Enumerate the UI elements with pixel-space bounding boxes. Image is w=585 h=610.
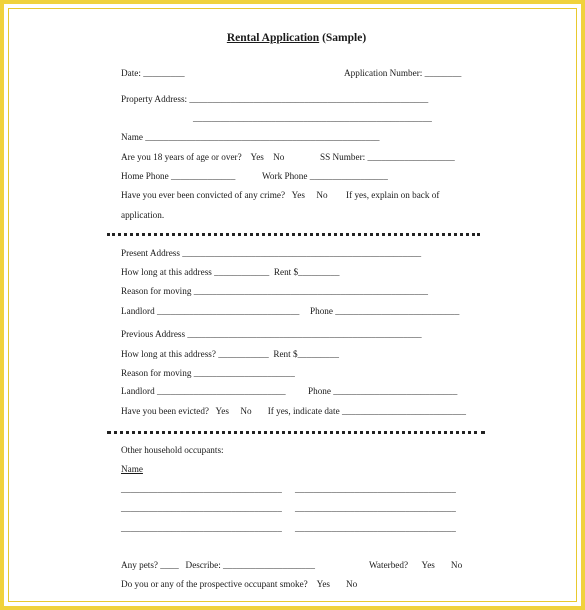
present-how-long-field[interactable]: How long at this address ____________ Rent $_________ bbox=[121, 267, 340, 277]
title-sub: (Sample) bbox=[319, 32, 367, 44]
previous-reason-field[interactable]: Reason for moving ______________________ bbox=[121, 368, 295, 378]
occupant-blank-right[interactable]: ___________________________________ bbox=[295, 484, 456, 494]
present-landlord-field[interactable]: Landlord _______________________________ bbox=[121, 306, 300, 316]
present-reason-field[interactable]: Reason for moving ___________________________________________________ bbox=[121, 286, 429, 296]
work-phone-field[interactable]: Work Phone _________________ bbox=[262, 171, 388, 181]
section-divider bbox=[107, 233, 480, 236]
occupants-name-label: Name bbox=[121, 464, 143, 474]
present-address-field[interactable]: Present Address ____________________________________________________ bbox=[121, 248, 422, 258]
home-phone-field[interactable]: Home Phone ______________ bbox=[121, 171, 236, 181]
age-question[interactable]: Are you 18 years of age or over? Yes No bbox=[121, 152, 285, 162]
present-phone-field[interactable]: Phone ___________________________ bbox=[310, 306, 460, 316]
evicted-question[interactable]: Have you been evicted? Yes No If yes, indicate date ___________________________ bbox=[121, 406, 466, 416]
ss-number-field[interactable]: SS Number: ___________________ bbox=[320, 152, 455, 162]
property-address-field[interactable]: Property Address: ____________________________________________________ bbox=[121, 94, 429, 104]
form-title bbox=[4, 32, 585, 44]
title-main: Rental Application bbox=[226, 32, 320, 44]
occupant-blank-right[interactable]: ___________________________________ bbox=[295, 503, 456, 513]
occupant-blank-left[interactable]: ___________________________________ bbox=[121, 484, 282, 494]
name-field[interactable]: Name ___________________________________________________ bbox=[121, 132, 380, 142]
application-number-field[interactable]: Application Number: ________ bbox=[344, 68, 462, 78]
property-address-line2[interactable]: ____________________________________________________ bbox=[193, 113, 432, 123]
occupants-heading: Other household occupants: bbox=[121, 445, 224, 455]
previous-address-field[interactable]: Previous Address ___________________________________________________ bbox=[121, 329, 422, 339]
occupant-blank-left[interactable]: ___________________________________ bbox=[121, 523, 282, 533]
occupant-blank-left[interactable]: ___________________________________ bbox=[121, 503, 282, 513]
previous-phone-field[interactable]: Phone ___________________________ bbox=[308, 386, 458, 396]
occupant-blank-right[interactable]: ___________________________________ bbox=[295, 523, 456, 533]
previous-how-long-field[interactable]: How long at this address? ___________ Rent $_________ bbox=[121, 349, 339, 359]
section-divider-2 bbox=[107, 431, 485, 434]
conviction-question[interactable]: Have you ever been convicted of any crime? Yes No If yes, explain on back of bbox=[121, 190, 440, 200]
waterbed-question[interactable]: Waterbed? Yes No bbox=[369, 560, 463, 570]
conviction-question-cont: application. bbox=[121, 210, 165, 220]
date-field[interactable]: Date: _________ bbox=[121, 68, 185, 78]
smoke-question[interactable]: Do you or any of the prospective occupant smoke? Yes No bbox=[121, 579, 358, 589]
previous-landlord-field[interactable]: Landlord ____________________________ bbox=[121, 386, 286, 396]
pets-field[interactable]: Any pets? ____ Describe: ____________________ bbox=[121, 560, 315, 570]
